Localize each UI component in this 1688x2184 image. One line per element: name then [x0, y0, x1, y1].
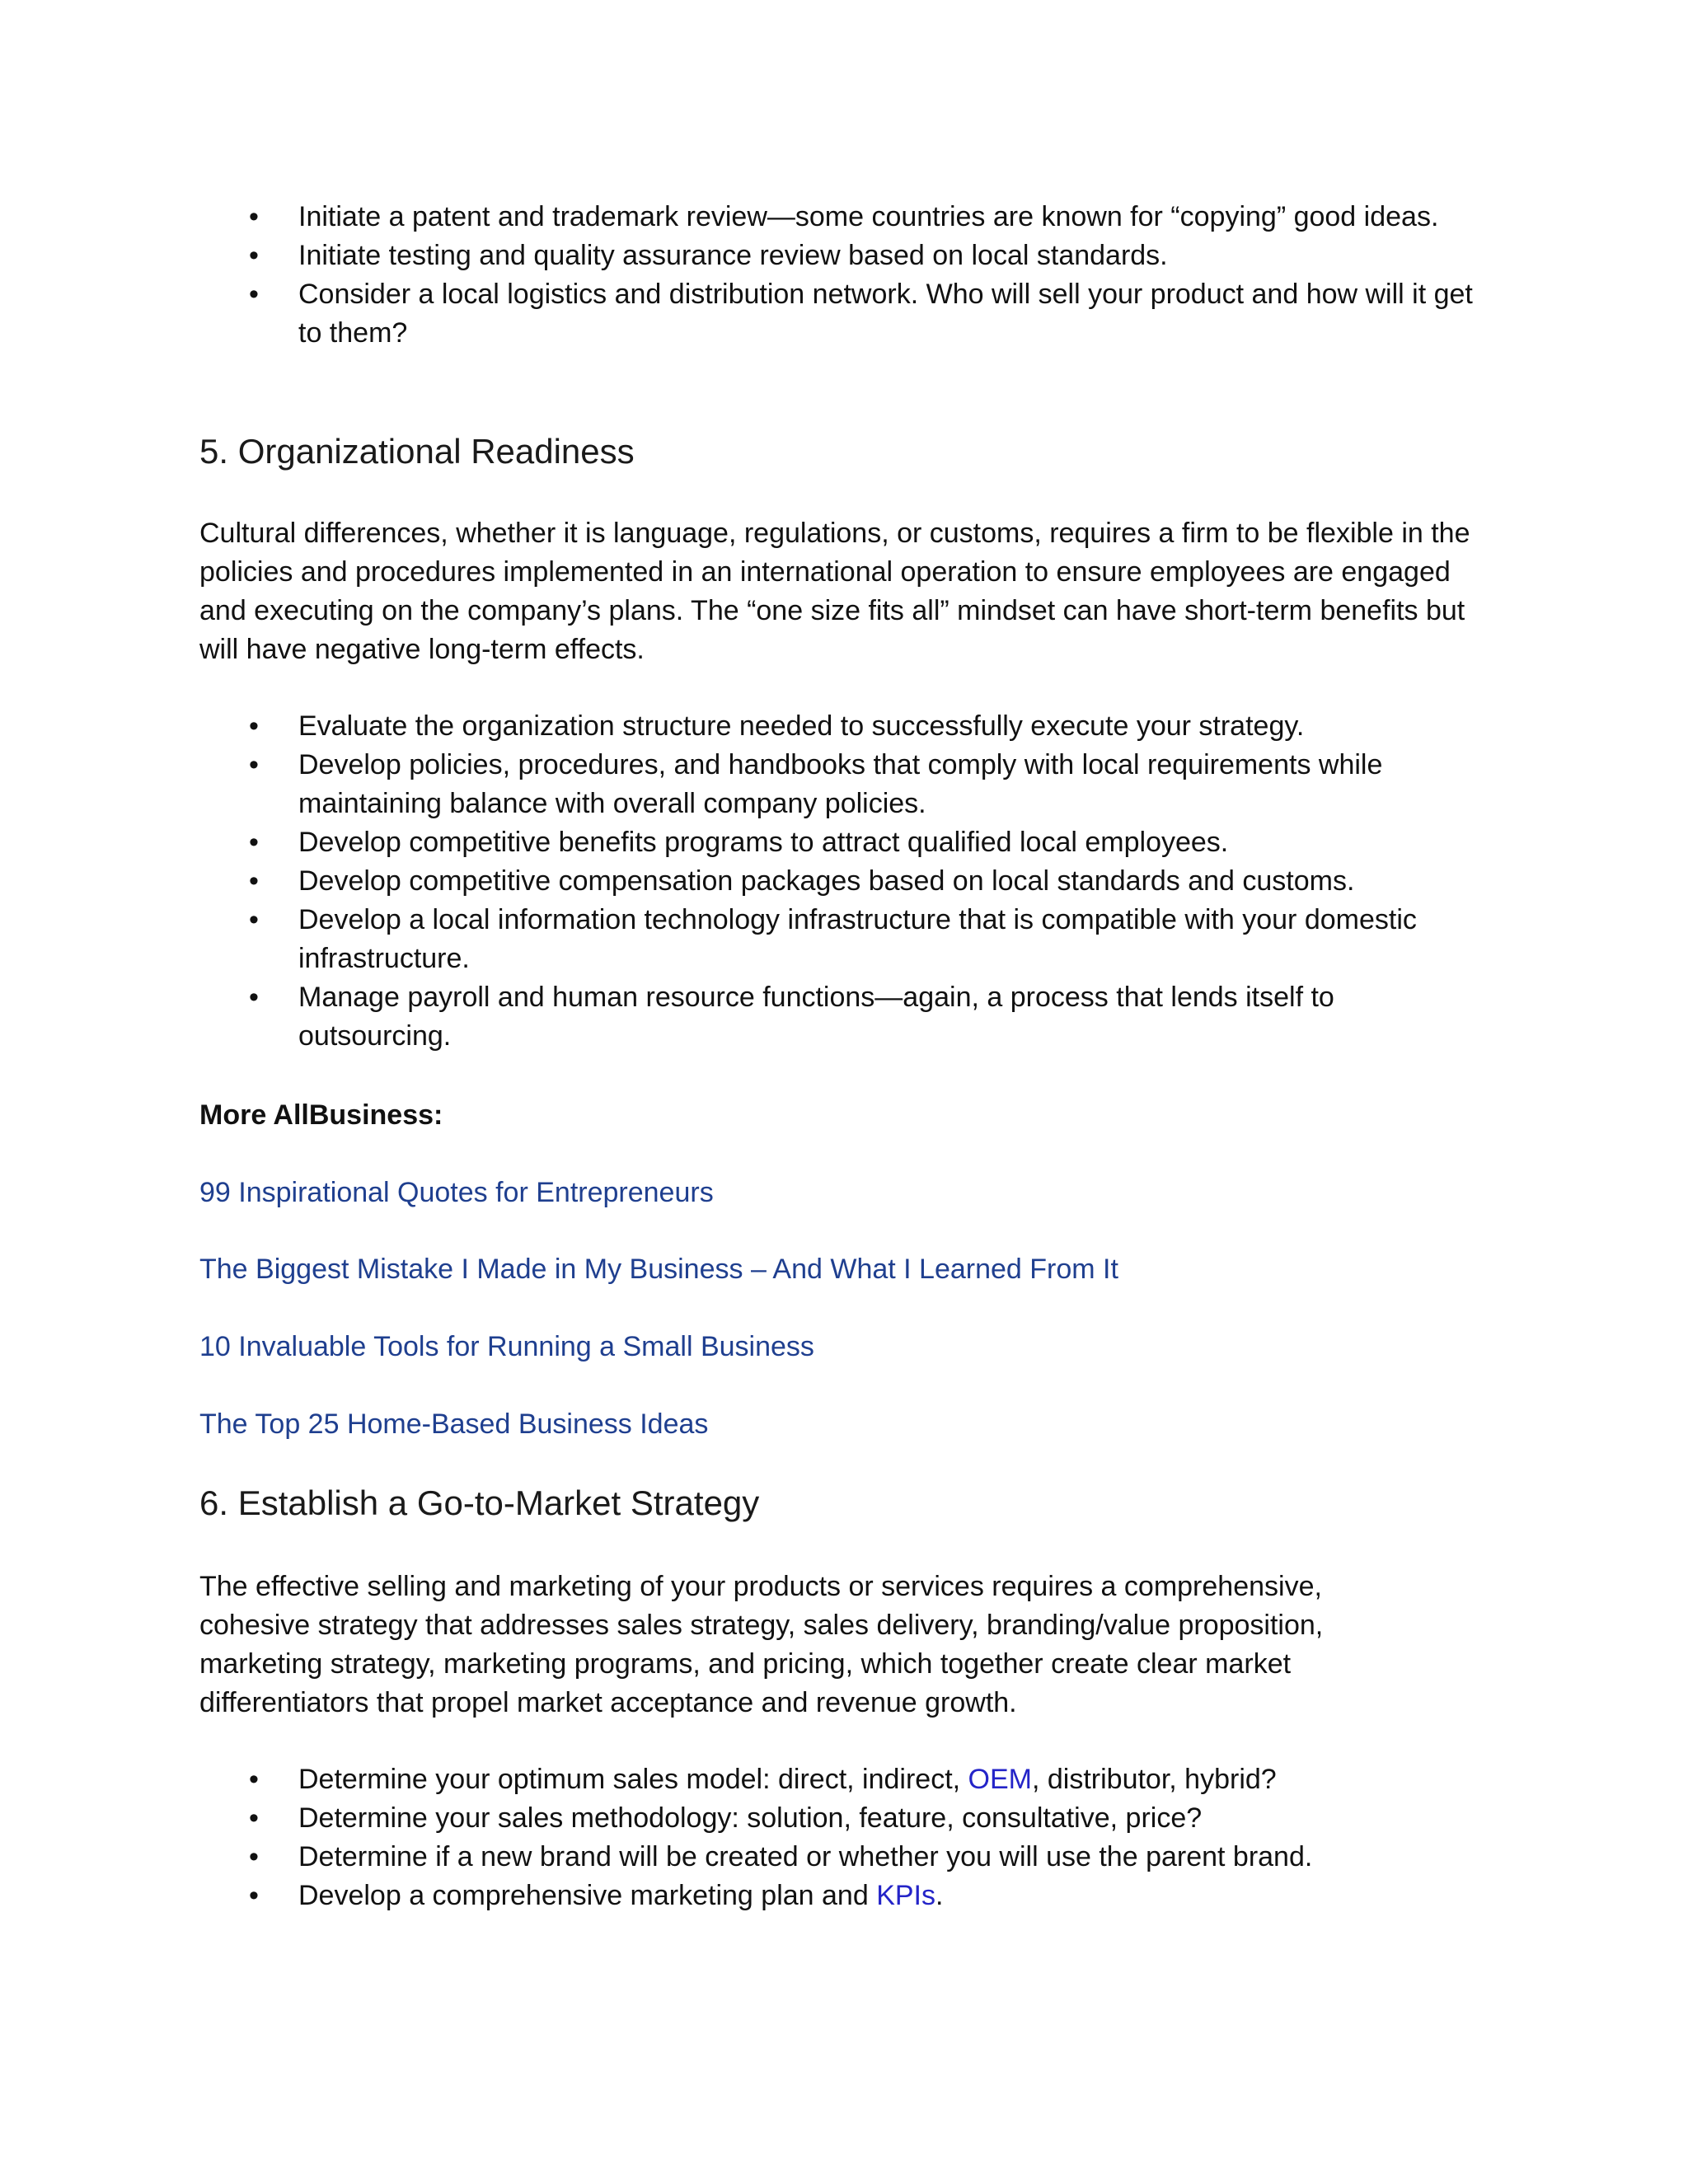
intro-bullet-list — [199, 198, 1493, 353]
bullet-icon: • — [249, 982, 259, 1013]
list-item: • Initiate a patent and trademark review—some countries are known for “copying” good ideas. — [199, 198, 1493, 237]
section6-bullet-list — [199, 1760, 1493, 1915]
section5-paragraph: Cultural differences, whether it is language, regulations, or customs, requires a firm to be flexible in the policies and procedures implemented in an international operation to ensure employees are engaged and executing on the company’s plans. The “one size fits all” mindset can have short-term benefits but will have negative long-term effects. — [199, 518, 1470, 665]
bullet-icon: • — [249, 710, 259, 742]
bullet-icon: • — [249, 904, 259, 935]
list-item: • Determine your sales methodology: solution, feature, consultative, price? — [199, 1799, 1493, 1838]
list-item: • Develop a comprehensive marketing plan and KPIs. — [199, 1877, 1493, 1915]
kpis-link[interactable]: KPIs — [876, 1880, 935, 1911]
list-item: • Consider a local logistics and distribution network. Who will sell your product and how will it get to them? — [199, 275, 1493, 353]
list-item: • Determine your optimum sales model: direct, indirect, OEM, distributor, hybrid? — [199, 1760, 1493, 1799]
related-link[interactable]: 99 Inspirational Quotes for Entrepreneurs — [199, 1177, 714, 1208]
bullet-icon: • — [249, 1764, 259, 1795]
section6-paragraph: The effective selling and marketing of your products or services requires a comprehensive, cohesive strategy that addresses sales strategy, sales delivery, branding/value proposition, marketing strategy, marketing programs, and pricing, which together create clear market differentiators that propel market acceptance and revenue growth. — [199, 1571, 1324, 1718]
list-item: • Develop policies, procedures, and handbooks that comply with local requirements while maintaining balance with overall company policies. — [199, 746, 1493, 823]
section6-heading: 6. Establish a Go-to-Market Strategy — [199, 1483, 760, 1522]
list-item: • Initiate testing and quality assurance review based on local standards. — [199, 237, 1493, 275]
bullet-icon: • — [249, 749, 259, 780]
bullet-icon: • — [249, 201, 259, 232]
list-item: • Develop competitive benefits programs to attract qualified local employees. — [199, 823, 1493, 862]
list-item: • Manage payroll and human resource functions—again, a process that lends itself to outsourcing. — [199, 978, 1493, 1056]
oem-link[interactable]: OEM — [968, 1764, 1032, 1795]
section5-bullet-list — [199, 707, 1493, 1056]
bullet-icon: • — [249, 240, 259, 271]
list-item: • Develop a local information technology infrastructure that is compatible with your domestic infrastructure. — [199, 901, 1493, 978]
related-link[interactable]: The Top 25 Home-Based Business Ideas — [199, 1408, 709, 1440]
bullet-icon: • — [249, 1841, 259, 1872]
more-allbusiness-label: More AllBusiness: — [199, 1099, 443, 1131]
bullet-icon: • — [249, 1880, 259, 1911]
list-item: • Determine if a new brand will be created or whether you will use the parent brand. — [199, 1838, 1493, 1877]
related-link[interactable]: The Biggest Mistake I Made in My Business – And What I Learned From It — [199, 1254, 1118, 1285]
bullet-icon: • — [249, 827, 259, 858]
related-link[interactable]: 10 Invaluable Tools for Running a Small Business — [199, 1331, 814, 1362]
list-item: • Evaluate the organization structure needed to successfully execute your strategy. — [199, 707, 1493, 746]
section5-heading: 5. Organizational Readiness — [199, 432, 635, 471]
list-item: • Develop competitive compensation packages based on local standards and customs. — [199, 862, 1493, 901]
bullet-icon: • — [249, 865, 259, 897]
bullet-icon: • — [249, 1802, 259, 1834]
bullet-icon: • — [249, 279, 259, 310]
